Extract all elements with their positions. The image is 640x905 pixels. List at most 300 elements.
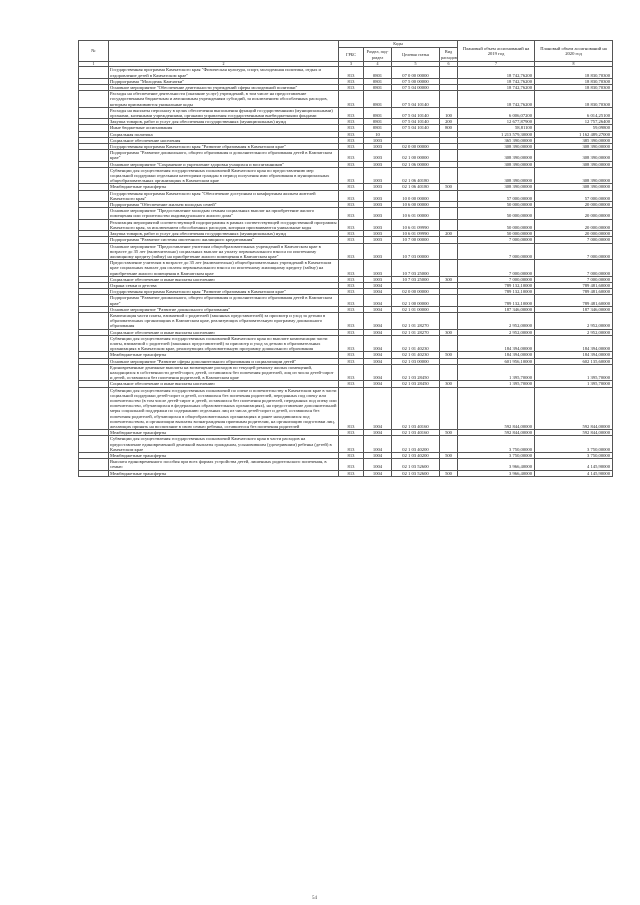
row-cs: 02 1 00 00000: [392, 295, 440, 306]
row-name: Иные бюджетные ассигнования: [109, 125, 339, 131]
row-year1: 365 390,00000: [458, 137, 535, 143]
row-year2: 3 750,00000: [535, 436, 613, 453]
row-name: Компенсация части платы, взимаемой с родителей (законных представителей) за присмотр и уход за детьми в образовательных организациях в Камчатском крае, реализующих образовательную программу дошкольного образования: [109, 312, 339, 329]
row-grbs: 813: [339, 289, 364, 295]
row-grbs: 813: [339, 184, 364, 190]
table-row: [79, 208, 613, 219]
table-row: [79, 167, 613, 184]
row-year1: 1 213 579,30000: [458, 131, 535, 137]
table-row: [79, 91, 613, 108]
row-number: [79, 387, 109, 430]
row-year1: 789 132,10000: [458, 282, 535, 288]
row-cs: 02 1 01 40230: [392, 352, 440, 358]
row-grbs: 813: [339, 231, 364, 237]
row-number: [79, 470, 109, 476]
row-year2: 57 000,00000: [535, 190, 613, 201]
table-row: [79, 364, 613, 381]
row-razdel: 0801: [364, 67, 392, 78]
row-grbs: 813: [339, 295, 364, 306]
row-razdel: 10: [364, 131, 392, 137]
row-name: Основное мероприятие "Обеспечение деятельности учреждений сферы молодежной политики": [109, 85, 339, 91]
row-year2: 308 390,00000: [535, 150, 613, 161]
row-year2: 308 390,00000: [535, 144, 613, 150]
row-cs: 02 1 03 40200: [392, 436, 440, 453]
row-year2: 18 830,70300: [535, 78, 613, 84]
row-grbs: 813: [339, 85, 364, 91]
row-vr: 200: [440, 119, 458, 125]
row-year1: 18 742,76200: [458, 78, 535, 84]
row-vr: [440, 459, 458, 470]
row-grbs: 813: [339, 144, 364, 150]
row-grbs: 813: [339, 91, 364, 108]
row-year1: 601 956,10000: [458, 358, 535, 364]
row-grbs: 813: [339, 453, 364, 459]
row-year2: 7 000,00000: [535, 237, 613, 243]
header-grbs: ГРБС: [339, 48, 364, 62]
row-name: Социальное обеспечение населения: [109, 137, 339, 143]
row-year2: 789 481,60000: [535, 289, 613, 295]
row-year1: 592 844,00000: [458, 387, 535, 430]
row-year2: 2 952,00000: [535, 312, 613, 329]
col-num-3: 3: [339, 62, 364, 67]
row-name: Подпрограмма "Развитие системы ипотечного жилищного кредитования": [109, 237, 339, 243]
row-cs: 10 0 00 00000: [392, 190, 440, 201]
row-name: Межбюджетные трансферты: [109, 430, 339, 436]
row-razdel: 1004: [364, 430, 392, 436]
row-cs: 10 7 03 25000: [392, 260, 440, 277]
row-year2: 4 145,90000: [535, 459, 613, 470]
budget-table-sheet: [78, 40, 612, 477]
row-grbs: 813: [339, 312, 364, 329]
header-name: [109, 41, 339, 62]
row-grbs: 813: [339, 436, 364, 453]
row-year1: 6 006,07200: [458, 107, 535, 118]
row-grbs: 813: [339, 470, 364, 476]
row-grbs: 813: [339, 358, 364, 364]
row-razdel: 1004: [364, 352, 392, 358]
page-number: 54: [312, 896, 317, 901]
row-year2: 308 390,00000: [535, 161, 613, 167]
row-year1: 308 390,00000: [458, 167, 535, 184]
row-name: Межбюджетные трансферты: [109, 352, 339, 358]
row-grbs: 813: [339, 282, 364, 288]
row-cs: 07 5 04 00000: [392, 85, 440, 91]
header-year2: Плановый объем ассигнований на 2020 год: [535, 41, 613, 62]
row-cs: 02 1 03 52600: [392, 470, 440, 476]
row-name: Межбюджетные трансферты: [109, 184, 339, 190]
row-year1: 308 390,00000: [458, 150, 535, 161]
row-grbs: 813: [339, 276, 364, 282]
row-number: [79, 260, 109, 277]
row-grbs: 813: [339, 329, 364, 335]
row-grbs: 813: [339, 167, 364, 184]
row-name: Социальное обеспечение и иные выплаты населению: [109, 381, 339, 387]
row-razdel: 1004: [364, 312, 392, 329]
row-year1: 12 677,87900: [458, 119, 535, 125]
row-year2: 18 830,70300: [535, 67, 613, 78]
row-year1: 592 844,00000: [458, 430, 535, 436]
row-cs: 02 1 03 28450: [392, 381, 440, 387]
row-cs: 02 1 03 52600: [392, 459, 440, 470]
row-year1: 7 000,00000: [458, 243, 535, 260]
row-year2: 592 844,00000: [535, 387, 613, 430]
row-razdel: 0801: [364, 119, 392, 125]
row-grbs: 813: [339, 335, 364, 352]
row-razdel: 1003: [364, 208, 392, 219]
row-razdel: 1003: [364, 276, 392, 282]
row-cs: 10 7 03 00000: [392, 243, 440, 260]
row-vr: [440, 243, 458, 260]
row-year1: 18 742,76200: [458, 67, 535, 78]
table-row: [79, 219, 613, 230]
row-cs: 02 1 06 40180: [392, 167, 440, 184]
table-row: [79, 67, 613, 78]
row-razdel: 1004: [364, 436, 392, 453]
row-number: [79, 436, 109, 453]
row-year1: 308 390,00000: [458, 184, 535, 190]
row-cs: 02 1 03 00000: [392, 358, 440, 364]
table-row: [79, 190, 613, 201]
row-cs: 02 0 00 00000: [392, 144, 440, 150]
row-vr: 300: [440, 329, 458, 335]
row-razdel: 0801: [364, 78, 392, 84]
row-year1: 3 750,00000: [458, 453, 535, 459]
row-name: Государственная программа Камчатского края "Развитие образования в Камчатском крае": [109, 144, 339, 150]
row-cs: 02 1 03 40160: [392, 430, 440, 436]
row-number: [79, 364, 109, 381]
table-row: [79, 459, 613, 470]
row-vr: [440, 190, 458, 201]
row-name: Охрана семьи и детства: [109, 282, 339, 288]
row-cs: 10 6 00 00000: [392, 202, 440, 208]
row-year1: 50 000,00000: [458, 219, 535, 230]
row-cs: 10 6 01 09990: [392, 231, 440, 237]
row-vr: [440, 312, 458, 329]
row-razdel: 1003: [364, 161, 392, 167]
table-row: [79, 150, 613, 161]
row-year1: 7 000,00000: [458, 260, 535, 277]
table-row: [79, 260, 613, 277]
row-year2: 187 346,00000: [535, 306, 613, 312]
row-year2: 20 000,00000: [535, 219, 613, 230]
row-cs: 02 1 01 00000: [392, 306, 440, 312]
row-name: Предоставление учителям в возрасте до 35 лет (включительно) общеобразовательных учреждений в Камчатском крае социальных выплат для оплаты первоначального взноса по ипотечному жилищному кредиту (займу) на приобретение жилого помещения в Камчатском крае: [109, 260, 339, 277]
row-name: Субвенции для осуществления государственных полномочий Камчатского края по выплате компенсации части платы, взимаемой с родителей (законных представителей) за присмотр и уход за детьми в образовательных организациях в Камчатском крае, реализующих образовательную программу дошкольного образования: [109, 335, 339, 352]
row-number: [79, 67, 109, 78]
col-num-4: 4: [364, 62, 392, 67]
row-cs: 10 6 01 09990: [392, 219, 440, 230]
row-name: Государственная программа Камчатского края "Обеспечение доступным и комфортным жильем жителей Камчатского края": [109, 190, 339, 201]
row-year1: 57 000,00000: [458, 190, 535, 201]
row-razdel: 1004: [364, 470, 392, 476]
row-grbs: 813: [339, 190, 364, 201]
row-cs: 10 7 03 25000: [392, 276, 440, 282]
row-year1: 1 395,70000: [458, 381, 535, 387]
row-number: [79, 459, 109, 470]
row-year1: 58,81100: [458, 125, 535, 131]
table-row: [79, 243, 613, 260]
row-vr: 500: [440, 184, 458, 190]
row-year1: 789 132,10000: [458, 295, 535, 306]
row-vr: [440, 91, 458, 108]
row-year2: 1 395,70000: [535, 381, 613, 387]
table-row: [79, 470, 613, 476]
row-razdel: 1004: [364, 295, 392, 306]
row-year1: 184 394,00000: [458, 352, 535, 358]
row-year2: 184 394,00000: [535, 352, 613, 358]
row-razdel: 1003: [364, 190, 392, 201]
header-razdel: Раздел, под-раздел: [364, 48, 392, 62]
row-razdel: 1003: [364, 184, 392, 190]
row-razdel: 1003: [364, 202, 392, 208]
header-year1: Плановый объем ассигнований на 2019 год: [458, 41, 535, 62]
row-razdel: 0801: [364, 125, 392, 131]
row-razdel: 0801: [364, 91, 392, 108]
row-cs: 07 5 00 00000: [392, 78, 440, 84]
row-number: [79, 167, 109, 184]
row-year2: 12 757,26400: [535, 119, 613, 125]
row-grbs: 813: [339, 260, 364, 277]
row-name: Государственная программа Камчатского края "Развитие образования в Камчатском крае": [109, 289, 339, 295]
row-cs: 02 1 03 40200: [392, 453, 440, 459]
row-razdel: 1003: [364, 237, 392, 243]
row-name: Выплата единовременного пособия при всех формах устройства детей, лишенных родительского попечения, в семью: [109, 459, 339, 470]
row-name: Подпрограмма "Развитие дошкольного, общего образования и дополнительного образования детей в Камчатском крае": [109, 150, 339, 161]
header-vr: Вид расходов: [441, 49, 457, 60]
row-year1: 50 000,00000: [458, 202, 535, 208]
row-name: Расходы на обеспечение деятельности (оказание услуг) учреждений, в том числе на предоставление государственным бюджетным и автономным учреждениям субсидий, за исключением обособленных расходов, которым присваиваются уникальные коды: [109, 91, 339, 108]
table-row: [79, 107, 613, 118]
row-vr: [440, 150, 458, 161]
row-grbs: 813: [339, 125, 364, 131]
table-row: [79, 312, 613, 329]
row-cs: 07 5 04 10140: [392, 119, 440, 125]
row-year1: 18 742,76200: [458, 85, 535, 91]
row-name: Основное мероприятие "Сохранение и укрепление здоровья учащихся и воспитанников": [109, 161, 339, 167]
row-razdel: 1004: [364, 358, 392, 364]
row-vr: 500: [440, 453, 458, 459]
row-year1: 308 390,00000: [458, 161, 535, 167]
row-razdel: 1004: [364, 329, 392, 335]
row-cs: 07 5 04 10140: [392, 107, 440, 118]
row-grbs: 813: [339, 387, 364, 430]
row-razdel: 1004: [364, 381, 392, 387]
row-grbs: 813: [339, 67, 364, 78]
row-year2: 308 390,00000: [535, 184, 613, 190]
row-grbs: 813: [339, 459, 364, 470]
row-vr: 500: [440, 352, 458, 358]
row-number: [79, 335, 109, 352]
table-row: [79, 387, 613, 430]
col-num-2: 2: [109, 62, 339, 67]
row-razdel: 0801: [364, 107, 392, 118]
row-vr: [440, 364, 458, 381]
row-year2: 20 000,00000: [535, 231, 613, 237]
row-year2: 7 000,00000: [535, 276, 613, 282]
row-year2: 184 394,00000: [535, 335, 613, 352]
row-number: [79, 107, 109, 118]
row-year2: 1 162 489,27000: [535, 131, 613, 137]
row-year2: 308 390,00000: [535, 167, 613, 184]
row-year2: 18 830,70300: [535, 91, 613, 108]
row-grbs: 813: [339, 107, 364, 118]
row-razdel: 0801: [364, 85, 392, 91]
row-grbs: 813: [339, 161, 364, 167]
row-razdel: 1003: [364, 150, 392, 161]
row-year2: 18 830,70300: [535, 85, 613, 91]
row-year1: 2 952,00000: [458, 329, 535, 335]
row-name: Социальная политика: [109, 131, 339, 137]
row-name: Субвенции для осуществления государственных полномочий Камчатского края по предоставлению мер социальной поддержки отдельным категориям граждан в период получения ими образования в муниципальных общеобразовательных организациях в Камчатском крае: [109, 167, 339, 184]
table-row: [79, 295, 613, 306]
table-row: [79, 436, 613, 453]
row-vr: 300: [440, 276, 458, 282]
row-vr: 100: [440, 107, 458, 118]
row-grbs: 813: [339, 219, 364, 230]
row-razdel: 1004: [364, 289, 392, 295]
row-razdel: 1004: [364, 282, 392, 288]
row-grbs: 813: [339, 208, 364, 219]
row-year2: 789 481,60000: [535, 282, 613, 288]
row-year2: 20 000,00000: [535, 202, 613, 208]
row-number: [79, 91, 109, 108]
row-name: Основное мероприятие "Предоставление учителям общеобразовательных учреждений в Камчатском крае в возрасте до 35 лет (включительно) социальных выплат на уплату первоначального взноса по ипотечному жилищному кредиту (займу) на приобретение жилого помещения в Камчатском крае": [109, 243, 339, 260]
row-year1: 1 395,70000: [458, 364, 535, 381]
row-razdel: 1004: [364, 387, 392, 430]
row-vr: [440, 436, 458, 453]
header-codes: Коды: [339, 41, 458, 48]
row-grbs: 813: [339, 237, 364, 243]
row-year2: 3 750,00000: [535, 453, 613, 459]
row-razdel: 1004: [364, 335, 392, 352]
row-grbs: 813: [339, 202, 364, 208]
row-vr: 500: [440, 430, 458, 436]
row-name: Единовременные денежные выплаты на возмещение расходов по текущей ремонту жилых помещений, находящихся в собственности детей-сирот, детей, оставшихся без попечения родителей, лиц из числа детей-сирот и детей, оставшихся без попечения родителей, в Камчатском крае: [109, 364, 339, 381]
row-year1: 2 952,00000: [458, 312, 535, 329]
row-name: Субвенции для осуществления государственных полномочий по опеке и попечительству в Камчатском крае в части социальной поддержки детей-сирот и детей, оставшихся без попечения родителей, переданных под опеку или попечительство (в том числе детей-сирот и детей, оставшихся без попечения родителей, переданных под опеку или попечительство, обучающихся в федеральных образовательных организациях), на предоставление дополнительной меры социальной поддержки по содержанию отдельных лиц из числа детей-сирот и детей, оставшихся без попечения родителей, обучающихся в общеобразовательных организациях и ранее находившихся под попечительством, и организации выплаты вознаграждения приемным родителям, на организацию подготовки лиц, желающих принять на воспитание в свою семью ребенка, оставшегося без попечения родителей: [110, 387, 337, 429]
row-year1: 789 132,10000: [458, 289, 535, 295]
row-razdel: 1003: [364, 231, 392, 237]
row-year1: 3 966,40000: [458, 470, 535, 476]
row-name: Подпрограмма "Развитие дошкольного, общего образования и дополнительного образования детей в Камчатском крае": [109, 295, 339, 306]
row-year1: 184 394,00000: [458, 335, 535, 352]
row-grbs: 813: [339, 306, 364, 312]
budget-table: [78, 40, 613, 477]
row-cs: 07 0 00 00000: [392, 67, 440, 78]
row-name: Подпрограмма "Обеспечение жильем молодых семей": [109, 202, 339, 208]
row-razdel: 1004: [364, 306, 392, 312]
row-razdel: 1004: [364, 459, 392, 470]
row-grbs: 813: [339, 381, 364, 387]
row-name: Основное мероприятие "Предоставление молодым семьям социальных выплат на приобретение жилого помещения или строительство индивидуального жилого дома": [109, 208, 339, 219]
row-year1: 7 000,00000: [458, 237, 535, 243]
row-year1: 50 000,00000: [458, 231, 535, 237]
row-razdel: 1004: [364, 453, 392, 459]
row-vr: 500: [440, 470, 458, 476]
row-razdel: 1003: [364, 219, 392, 230]
row-name: Расходы на выплаты персоналу в целях обеспечения выполнения функций государственными (муниципальными) органами, казенными учреждениями, органами управления государственными внебюджетными фондами: [109, 107, 339, 118]
row-year2: 592 844,00000: [535, 430, 613, 436]
row-number: [79, 219, 109, 230]
row-year1: 187 346,00000: [458, 306, 535, 312]
row-name: Субвенции для осуществления государственных полномочий Камчатского края в части расходов на предоставление единовременной денежной выплаты гражданам, усыновившим (удочерившим) ребенка (детей) в Камчатском крае: [109, 436, 339, 453]
row-year2: 385 390,00000: [535, 137, 613, 143]
row-grbs: 813: [339, 364, 364, 381]
row-cs: 07 5 04 10140: [392, 125, 440, 131]
row-grbs: 813: [339, 352, 364, 358]
row-number: [79, 190, 109, 201]
row-cs: 10 7 00 00000: [392, 237, 440, 243]
row-name: Реализация мероприятий соответствующей подпрограммы в рамках соответствующей государственной программы Камчатского края, за исключением обособленных расходов, которым присваиваются уникальные коды: [110, 219, 337, 230]
col-num-8: 8: [535, 62, 613, 67]
row-grbs: 813: [339, 137, 364, 143]
header-no: №: [79, 41, 109, 62]
row-vr: 200: [440, 231, 458, 237]
row-name: Основное мероприятие "Развитие дошкольного образования": [109, 306, 339, 312]
row-year2: 7 000,00000: [535, 260, 613, 277]
row-name: Межбюджетные трансферты: [109, 453, 339, 459]
row-year2: 1 395,70000: [535, 364, 613, 381]
row-name: Социальное обеспечение и иные выплаты населению: [109, 329, 339, 335]
row-grbs: 813: [339, 243, 364, 260]
row-name: Основное мероприятие "Развитие сферы дополнительного образования и социализации детей": [109, 358, 339, 364]
row-vr: 300: [440, 381, 458, 387]
row-cs: 02 1 00 00000: [392, 150, 440, 161]
row-cs: 10 6 01 00000: [392, 208, 440, 219]
row-year2: 7 000,00000: [535, 243, 613, 260]
row-cs: 02 1 03 28450: [392, 364, 440, 381]
col-num-6: 6: [440, 62, 458, 67]
row-cs: 02 1 01 28270: [392, 312, 440, 329]
row-vr: 800: [440, 125, 458, 131]
row-vr: [440, 167, 458, 184]
row-vr: [440, 387, 458, 430]
row-grbs: 813: [339, 78, 364, 84]
row-name: Межбюджетные трансферты: [109, 470, 339, 476]
row-cs: 02 1 03 40160: [392, 387, 440, 430]
row-cs: 02 0 00 00000: [392, 289, 440, 295]
row-year1: 18 742,76200: [458, 91, 535, 108]
table-row: [79, 335, 613, 352]
row-year2: 20 000,00000: [535, 208, 613, 219]
row-number: [79, 295, 109, 306]
row-grbs: 813: [339, 150, 364, 161]
row-name: Закупка товаров, работ и услуг для обеспечения государственных (муниципальных) нужд: [109, 231, 339, 237]
row-razdel: 1003: [364, 137, 392, 143]
row-vr: [440, 260, 458, 277]
row-cs: 02 1 06 40180: [392, 184, 440, 190]
row-name: Закупка товаров, работ и услуг для обеспечения государственных (муниципальных) нужд: [109, 119, 339, 125]
row-year2: 789 481,60000: [535, 295, 613, 306]
row-razdel: 1003: [364, 260, 392, 277]
row-name: Подпрограмма "Молодежь Камчатки": [109, 78, 339, 84]
row-number: [79, 208, 109, 219]
row-grbs: 813: [339, 430, 364, 436]
row-year2: 59,09800: [535, 125, 613, 131]
row-vr: [440, 335, 458, 352]
header-cs: Целевая статья: [392, 48, 440, 62]
row-cs: 02 1 06 00000: [392, 161, 440, 167]
row-year1: 308 390,00000: [458, 144, 535, 150]
row-name: Государственная программа Камчатского края "Физическая культура, спорт, молодежная политика, отдых и оздоровление детей в Камчатском крае": [109, 67, 339, 78]
row-year1: 7 000,00000: [458, 276, 535, 282]
row-grbs: 813: [339, 119, 364, 125]
row-vr: [440, 219, 458, 230]
row-grbs: 813: [339, 131, 364, 137]
row-razdel: 1003: [364, 167, 392, 184]
row-name: Социальное обеспечение и иные выплаты населению: [109, 276, 339, 282]
row-number: [79, 150, 109, 161]
